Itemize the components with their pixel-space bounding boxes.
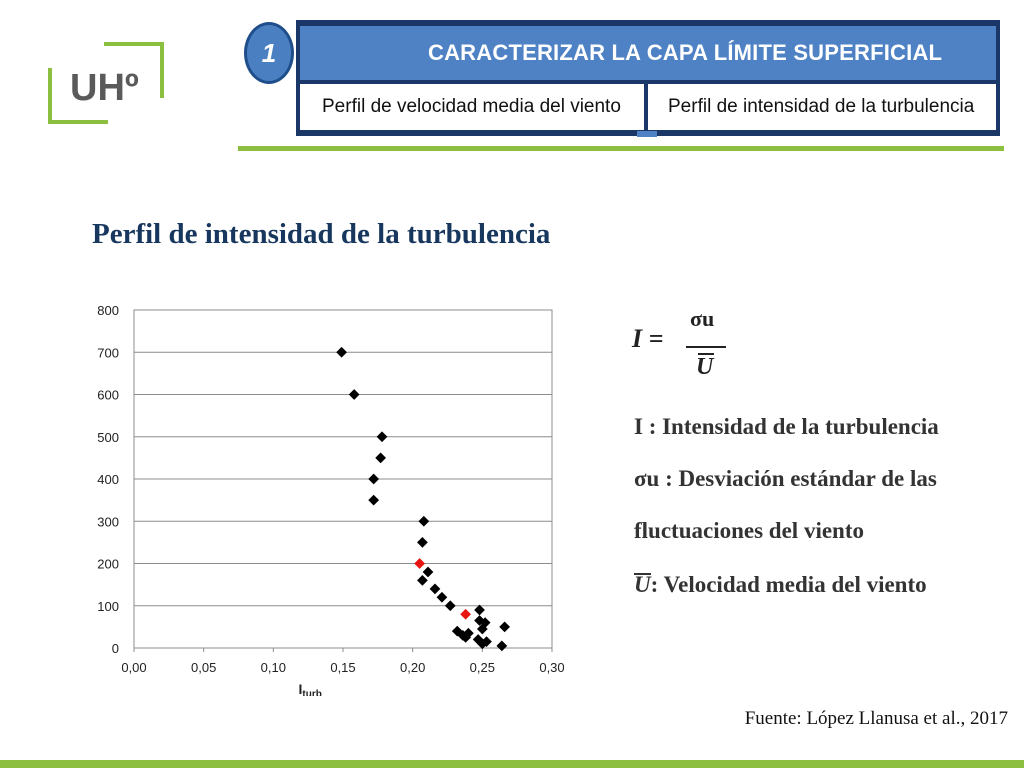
x-tick-label: 0,15 bbox=[330, 660, 356, 675]
y-tick-label: 800 bbox=[97, 303, 119, 318]
definition-mean-velocity bbox=[634, 572, 927, 598]
header-divider bbox=[238, 146, 1004, 151]
uh-logo bbox=[48, 42, 164, 124]
u-mean-symbol: U bbox=[634, 572, 651, 597]
y-tick-label: 200 bbox=[97, 556, 119, 572]
y-tick-label: 700 bbox=[97, 345, 119, 361]
definition-sigma-continued: fluctuaciones del viento bbox=[634, 518, 864, 543]
banner-cell-velocity-profile: Perfil de velocidad media del viento bbox=[300, 84, 644, 130]
y-tick-label: 400 bbox=[97, 472, 119, 487]
x-tick-label: 0,25 bbox=[469, 660, 495, 675]
formula-lhs: I = bbox=[632, 324, 664, 353]
y-tick-label: 300 bbox=[97, 514, 119, 530]
y-tick-label: 500 bbox=[97, 429, 119, 445]
x-tick-label: 0,10 bbox=[260, 660, 286, 675]
sigma-text: : Desviación estándar de las bbox=[659, 466, 937, 491]
source-citation: Fuente: López Llanusa et al., 2017 bbox=[744, 708, 1008, 729]
y-tick-label: 100 bbox=[97, 598, 119, 614]
x-tick-label: 0,30 bbox=[539, 660, 565, 675]
definition-intensity: I : Intensidad de la turbulencia bbox=[634, 414, 939, 439]
logo-text: UHº bbox=[70, 67, 139, 109]
formula-fraction-line bbox=[686, 346, 726, 348]
step-badge bbox=[244, 22, 294, 84]
y-tick-label: 600 bbox=[97, 387, 119, 403]
x-tick-label: 0,05 bbox=[191, 660, 217, 675]
formula-numerator: σu bbox=[690, 306, 715, 331]
u-mean-text: : Velocidad media del viento bbox=[650, 572, 927, 597]
banner-title: CARACTERIZAR LA CAPA LÍMITE SUPERFICIAL bbox=[300, 26, 996, 80]
x-axis-label: $I_{turb}$ bbox=[298, 681, 322, 696]
definition-sigma bbox=[634, 466, 937, 492]
step-badge-number: 1 bbox=[261, 37, 277, 68]
x-tick-label: 0,20 bbox=[400, 660, 426, 675]
banner-selection-marker bbox=[637, 131, 657, 137]
sigma-symbol: σu bbox=[634, 466, 660, 491]
banner-cell-turbulence-profile: Perfil de intensidad de la turbulencia bbox=[648, 84, 996, 130]
turbulence-scatter-chart bbox=[88, 296, 578, 696]
slide-heading: Perfil de intensidad de la turbulencia bbox=[92, 218, 551, 250]
y-tick-label: 0 bbox=[111, 641, 119, 656]
formula-denominator: U bbox=[696, 354, 714, 380]
footer-divider bbox=[0, 760, 1024, 768]
x-tick-label: 0,00 bbox=[121, 660, 147, 675]
